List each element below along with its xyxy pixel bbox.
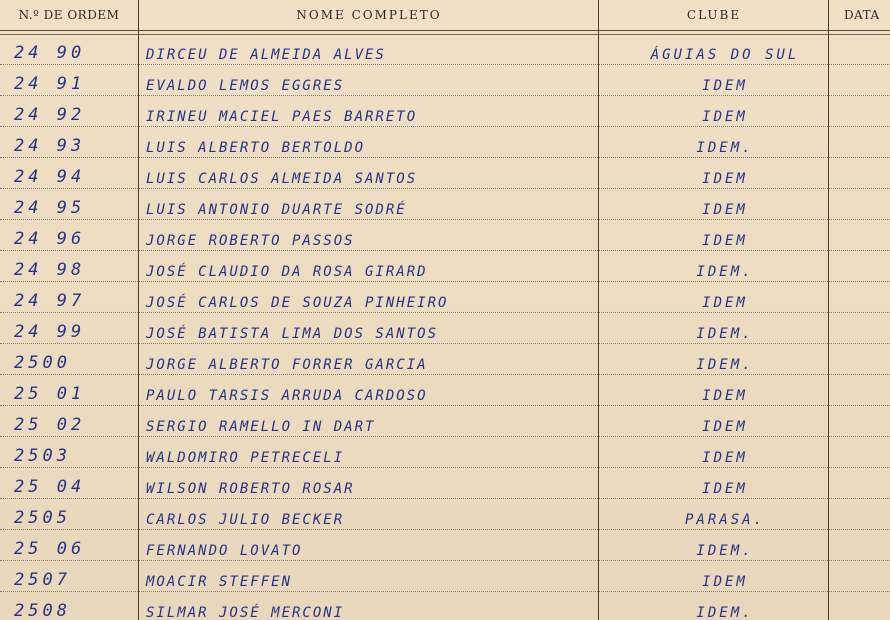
table-body	[0, 34, 890, 620]
table-row	[0, 65, 890, 96]
table-row	[0, 189, 890, 220]
club-name: IDEM.	[696, 326, 754, 342]
full-name: JOSÉ CLAUDIO DA ROSA GIRARD	[146, 264, 428, 280]
ordem-number: 25 04	[14, 477, 86, 497]
ordem-number: 24 93	[14, 136, 86, 156]
club-name: IDEM	[702, 388, 748, 404]
ordem-number: 2507	[14, 570, 71, 590]
ordem-number: 24 94	[14, 167, 86, 187]
table-row	[0, 406, 890, 437]
full-name: WILSON ROBERTO ROSAR	[146, 481, 355, 497]
club-name: IDEM	[702, 419, 748, 435]
table-row	[0, 530, 890, 561]
club-name: IDEM	[702, 481, 748, 497]
ordem-number: 24 95	[14, 198, 86, 218]
table-row	[0, 127, 890, 158]
table-row	[0, 344, 890, 375]
club-name: IDEM	[702, 233, 748, 249]
ordem-number: 2503	[14, 446, 71, 466]
club-name: ÁGUIAS DO SUL	[650, 47, 800, 63]
ordem-number: 2500	[14, 353, 71, 373]
full-name: LUIS ANTONIO DUARTE SODRÉ	[146, 202, 407, 218]
ordem-number: 24 96	[14, 229, 86, 249]
ordem-number: 2508	[14, 601, 71, 620]
ordem-number: 24 99	[14, 322, 86, 342]
club-name: IDEM	[702, 171, 748, 187]
header-ordem: N.º DE ORDEM	[18, 8, 120, 22]
table-row	[0, 313, 890, 344]
full-name: CARLOS JULIO BECKER	[146, 512, 345, 528]
full-name: LUIS ALBERTO BERTOLDO	[146, 140, 366, 156]
full-name: JORGE ALBERTO FORRER GARCIA	[146, 357, 428, 373]
ordem-number: 24 97	[14, 291, 86, 311]
club-name: IDEM	[702, 78, 748, 94]
ordem-number: 24 92	[14, 105, 86, 125]
full-name: PAULO TARSIS ARRUDA CARDOSO	[146, 388, 428, 404]
table-row	[0, 251, 890, 282]
full-name: WALDOMIRO PETRECELI	[146, 450, 345, 466]
ordem-number: 25 06	[14, 539, 86, 559]
header-nome: NOME COMPLETO	[296, 8, 442, 22]
full-name: SILMAR JOSÉ MERCONI	[146, 605, 345, 620]
club-name: IDEM.	[696, 264, 754, 280]
table-row	[0, 468, 890, 499]
club-name: IDEM	[702, 295, 748, 311]
ordem-number: 24 90	[14, 43, 86, 63]
table-row	[0, 282, 890, 313]
header-data: DATA	[844, 8, 880, 22]
header-clube: CLUBE	[686, 8, 742, 22]
ordem-number: 24 98	[14, 260, 86, 280]
table-row	[0, 96, 890, 127]
ordem-number: 25 01	[14, 384, 86, 404]
table-row	[0, 158, 890, 189]
table-row	[0, 561, 890, 592]
club-name: IDEM.	[696, 140, 754, 156]
full-name: JOSÉ CARLOS DE SOUZA PINHEIRO	[146, 295, 449, 311]
club-name: IDEM	[702, 202, 748, 218]
table-row	[0, 437, 890, 468]
club-name: IDEM.	[696, 357, 754, 373]
ordem-number: 2505	[14, 508, 71, 528]
club-name: IDEM	[702, 574, 748, 590]
full-name: LUIS CARLOS ALMEIDA SANTOS	[146, 171, 418, 187]
full-name: FERNANDO LOVATO	[146, 543, 303, 559]
table-row	[0, 220, 890, 251]
club-name: PARASA.	[684, 512, 765, 528]
full-name: JOSÉ BATISTA LIMA DOS SANTOS	[146, 326, 439, 342]
club-name: IDEM.	[696, 543, 754, 559]
full-name: SERGIO RAMELLO IN DART	[146, 419, 376, 435]
full-name: DIRCEU DE ALMEIDA ALVES	[146, 47, 386, 63]
full-name: IRINEU MACIEL PAES BARRETO	[146, 109, 418, 125]
table-row	[0, 34, 890, 65]
full-name: JORGE ROBERTO PASSOS	[146, 233, 355, 249]
club-name: IDEM.	[696, 605, 754, 620]
table-row	[0, 375, 890, 406]
table-row	[0, 592, 890, 620]
club-name: IDEM	[702, 109, 748, 125]
full-name: MOACIR STEFFEN	[146, 574, 293, 590]
ordem-number: 24 91	[14, 74, 86, 94]
club-name: IDEM	[702, 450, 748, 466]
full-name: EVALDO LEMOS EGGRES	[146, 78, 345, 94]
ordem-number: 25 02	[14, 415, 86, 435]
table-header	[0, 0, 890, 31]
table-row	[0, 499, 890, 530]
